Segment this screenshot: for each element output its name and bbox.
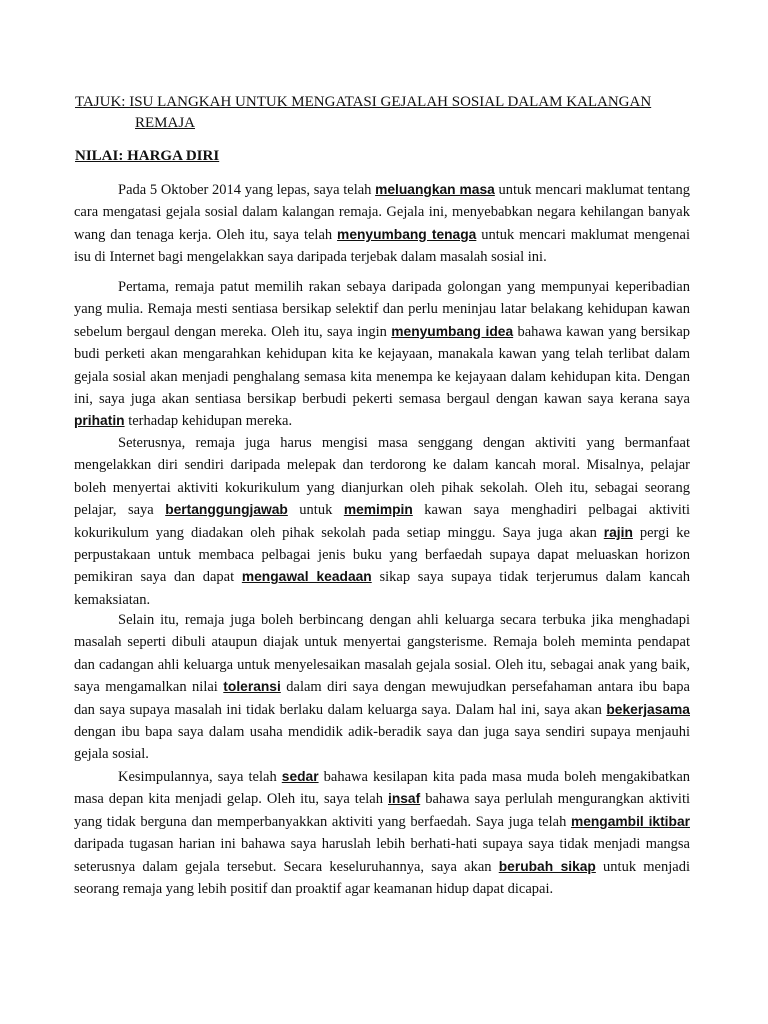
paragraph-text: bahawa saya perlulah mengurangkan aktiviti yang tidak berguna dan memperbanyakkan aktiviti yang berfaedah. Saya juga telah (74, 791, 690, 830)
paragraph-text: Selain itu, remaja juga boleh berbincang dengan ahli keluarga secara terbuka jika menghadapi masalah seperti dibuli ataupun diajak untuk menyertai gangsterisme. Remaja boleh meminta pendapat dan cadangan ahli keluarga untuk menyelesaikan masalah gejala sosial. Oleh itu, sebagai anak yang baik, saya mengamalkan nilai (74, 612, 690, 696)
paragraph-third-point (74, 609, 690, 766)
keyword-highlight: bekerjasama (606, 701, 690, 717)
paragraph-text: terhadap kehidupan mereka. (124, 413, 293, 430)
paragraph-text: Pada 5 Oktober 2014 yang lepas, saya telah (118, 182, 376, 198)
keyword-highlight: berubah sikap (498, 858, 596, 874)
paragraph-text: Kesimpulannya, saya telah (118, 769, 282, 785)
keyword-highlight: meluangkan masa (375, 182, 495, 197)
keyword-highlight: bertanggungjawab (165, 502, 288, 518)
paragraph-text: Pertama, remaja patut memilih rakan sebaya daripada golongan yang mempunyai keperibadian yang mulia. Remaja mesti sentiasa bersikap selektif dan perlu meninjau latar belakang kehidupan kawan sebelum bergaul dengan mereka. Oleh itu, saya ingin (74, 279, 690, 340)
keyword-highlight: menyumbang tenaga (337, 226, 477, 242)
value-heading: NILAI: HARGA DIRI (75, 148, 220, 164)
keyword-highlight: mengambil iktibar (570, 813, 690, 829)
paragraph-text: bahawa kesilapan kita pada masa muda boleh mengakibatkan masa depan kita menjadi gelap. Oleh itu, saya telah (74, 769, 691, 808)
keyword-highlight: memimpin (343, 502, 413, 518)
paragraph-text: pergi ke perpustakaan untuk membaca pelbagai jenis buku yang berfaedah supaya dapat meluaskan horizon pemikiran saya dan dapat (74, 524, 690, 586)
title-line-1: TAJUK: ISU LANGKAH UNTUK MENGATASI GEJALAH SOSIAL DALAM KALANGAN (75, 94, 652, 110)
title-line-2: REMAJA (135, 115, 196, 131)
keyword-highlight: menyumbang idea (391, 323, 514, 339)
paragraph-conclusion (74, 766, 690, 900)
keyword-highlight: mengawal keadaan (241, 569, 372, 585)
keyword-highlight: sedar (281, 769, 319, 784)
paragraph-text: untuk menjadi seorang remaja yang lebih positif dan proaktif agar keamanan hidup dapat dicapai. (74, 858, 690, 898)
keyword-highlight: prihatin (74, 413, 125, 429)
paragraph-text: kawan saya menghadiri pelbagai aktiviti kokurikulum yang diadakan oleh pihak sekolah pada setiap minggu. Saya juga akan (74, 502, 690, 541)
keyword-highlight: toleransi (223, 679, 281, 695)
keyword-highlight: insaf (387, 791, 421, 807)
paragraph-text: sikap saya supaya tidak terjerumus dalam kancah kemaksiatan. (74, 569, 690, 608)
paragraph-text: dalam diri saya dengan mewujudkan persefahaman antara ibu bapa dan saya supaya masalah ini tidak berlaku dalam keluarga saya. Dalam hal ini, saya akan (74, 679, 690, 718)
paragraph-text: untuk mencari maklumat mengenai isu di Internet bagi mengelakkan saya daripada terjebak dalam masalah sosial ini. (74, 226, 691, 266)
paragraph-text: daripada tugasan harian ini bahawa saya haruslah lebih berhati-hati supaya saya tidak menjadi mangsa seterusnya dalam gejala tersebut. Secara keseluruhannya, saya akan (74, 836, 690, 875)
paragraph-text: Seterusnya, remaja juga harus mengisi masa senggang dengan aktiviti yang bermanfaat mengelakkan diri sendiri daripada melepak dan terdorong ke dalam kancah moral. Misalnya, pelajar boleh menyertai aktiviti kokurikulum yang dianjurkan oleh pihak sekolah. Oleh itu, sebagai seorang pelajar, saya (74, 435, 690, 519)
paragraph-second-point (74, 432, 690, 611)
paragraph-first-point (74, 276, 690, 433)
paragraph-text: dengan ibu bapa saya dalam usaha mendidik adik-beradik saya dan juga saya sendiri supaya menjauhi gejala sosial. (74, 724, 690, 763)
paragraph-text: untuk mencari maklumat tentang cara mengatasi gejala sosial dalam kalangan remaja. Gejala ini, menyebabkan negara kehilangan banyak wang dan tenaga kerja. Oleh itu, saya telah (74, 182, 691, 243)
paragraph-text: bahawa kawan yang bersikap budi perketi akan mengarahkan kehidupan kita ke kejayaan, manakala kawan yang telah terlibat dalam gejala sosial akan menjadi penghalang semasa kita menempa ke kejayaan dalam kehidupan kita. Dengan ini, saya juga akan sentiasa bersikap berbudi pekerti semasa bergaul dengan kawan saya kerana saya (74, 323, 691, 408)
keyword-highlight: rajin (603, 524, 633, 540)
paragraph-introduction (74, 179, 690, 269)
paragraph-text: untuk (287, 502, 344, 519)
document-title (75, 92, 695, 134)
